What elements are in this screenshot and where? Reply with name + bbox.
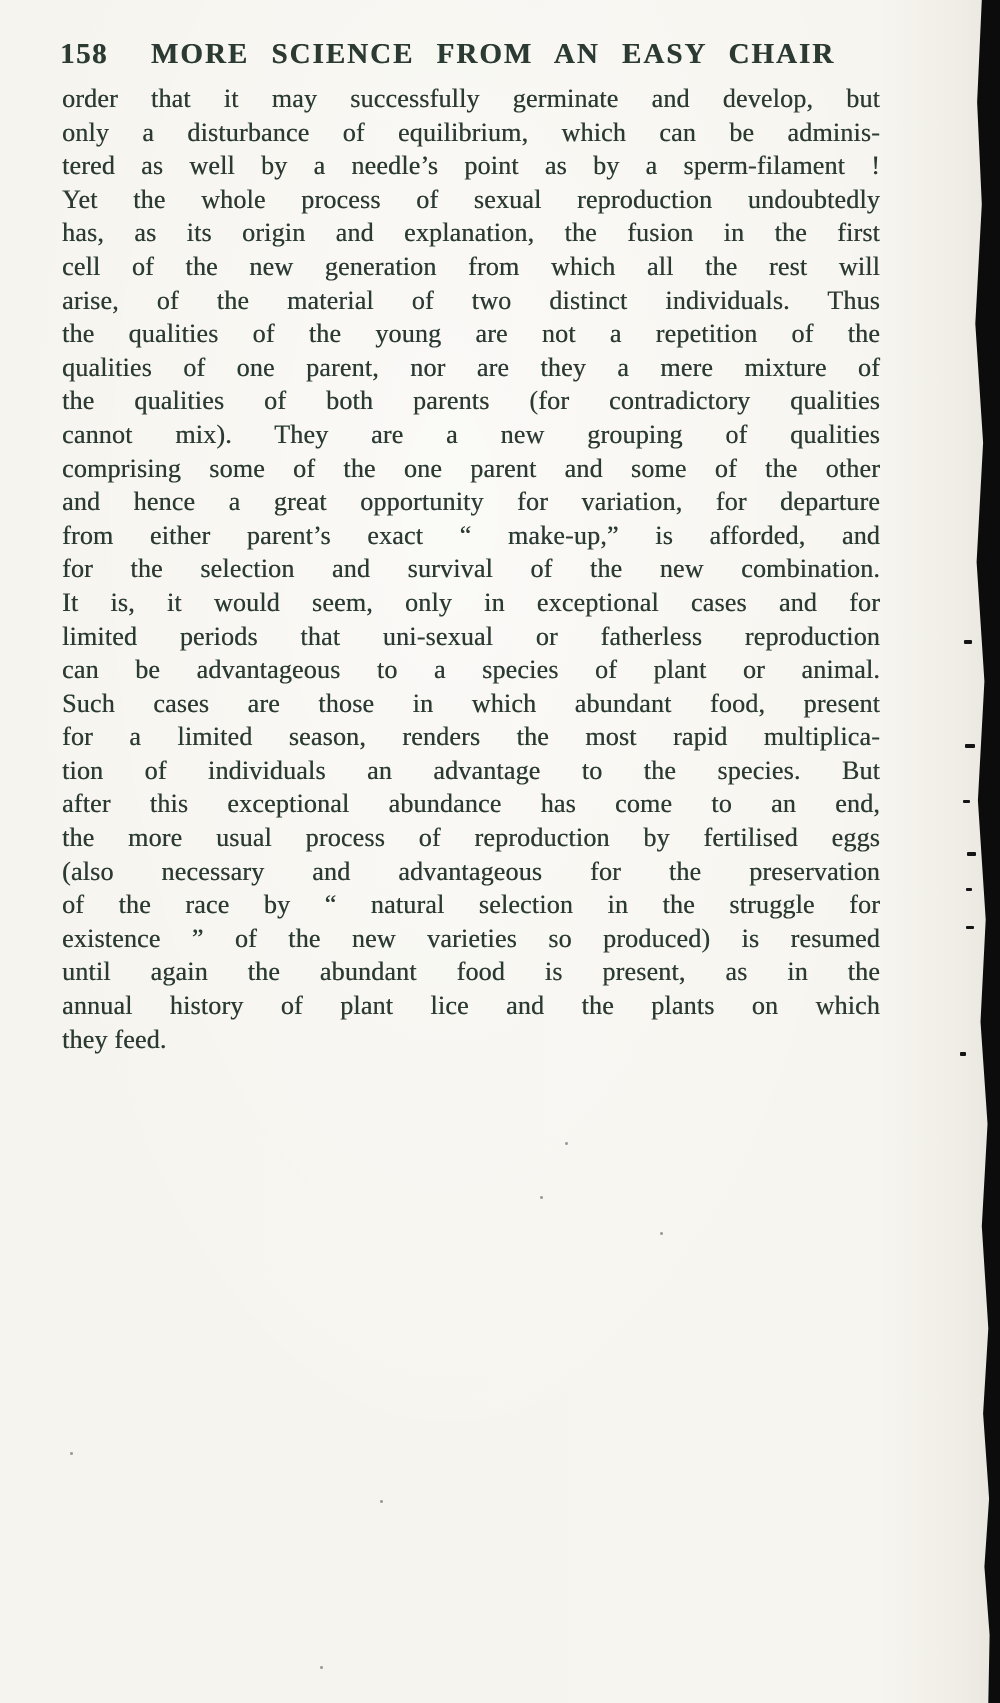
text-line: of the race by “ natural selection in the struggle for [62, 890, 880, 920]
text-line: the qualities of both parents (for contradictory qualities [62, 386, 880, 416]
text-line: annual history of plant lice and the plants on which [62, 991, 880, 1021]
scan-speck [965, 744, 975, 748]
scan-speck [963, 800, 970, 803]
text-line: after this exceptional abundance has come to an end, [62, 789, 880, 819]
scan-speck [967, 852, 976, 856]
text-line: tered as well by a needle’s point as by a sperm-filament ! [62, 151, 880, 181]
text-line: has, as its origin and explanation, the fusion in the first [62, 218, 880, 248]
text-line: (also necessary and advantageous for the preservation [62, 856, 880, 886]
dust-spot [565, 1142, 568, 1145]
text-line: only a disturbance of equilibrium, which can be adminis- [62, 117, 880, 147]
text-line: cannot mix). They are a new grouping of qualities [62, 419, 880, 449]
scan-speck [966, 888, 972, 891]
text-line: Such cases are those in which abundant food, present [62, 688, 880, 718]
text-line: can be advantageous to a species of plant or animal. [62, 655, 880, 685]
text-line: It is, it would seem, only in exceptional cases and for [62, 587, 880, 617]
page-number: 158 [60, 38, 108, 70]
text-line: they feed. [62, 1024, 167, 1054]
text-line: limited periods that uni-sexual or fatherless reproduction [62, 621, 880, 651]
text-line: for a limited season, renders the most rapid multiplica- [62, 722, 880, 752]
scan-binding-edge [974, 0, 1000, 1703]
dust-spot [380, 1500, 383, 1503]
scan-speck [960, 1052, 966, 1056]
text-line: arise, of the material of two distinct individuals. Thus [62, 285, 880, 315]
text-line: cell of the new generation from which all the rest will [62, 251, 880, 281]
text-line: from either parent’s exact “ make-up,” is afforded, and [62, 520, 880, 550]
dust-spot [540, 1196, 543, 1199]
dust-spot [660, 1232, 663, 1235]
dust-spot [320, 1666, 323, 1669]
text-line: Yet the whole process of sexual reproduction undoubtedly [62, 184, 880, 214]
scan-speck [964, 640, 972, 644]
dust-spot [70, 1452, 73, 1455]
text-line: comprising some of the one parent and some of the other [62, 453, 880, 483]
running-title: MORE SCIENCE FROM AN EASY CHAIR [150, 38, 836, 70]
text-line: tion of individuals an advantage to the species. But [62, 755, 880, 785]
text-line: qualities of one parent, nor are they a mere mixture of [62, 352, 880, 382]
text-line: for the selection and survival of the new combination. [62, 554, 880, 584]
text-line: until again the abundant food is present, as in the [62, 957, 880, 987]
text-line: the more usual process of reproduction by fertilised eggs [62, 823, 880, 853]
text-line: the qualities of the young are not a repetition of the [62, 319, 880, 349]
text-line: existence ” of the new varieties so produced) is resumed [62, 923, 880, 953]
text-line: order that it may successfully germinate and develop, but [62, 84, 880, 113]
text-line: and hence a great opportunity for variation, for departure [62, 487, 880, 517]
body-text [62, 82, 880, 1056]
page-header [60, 38, 878, 71]
scan-speck [966, 926, 974, 929]
